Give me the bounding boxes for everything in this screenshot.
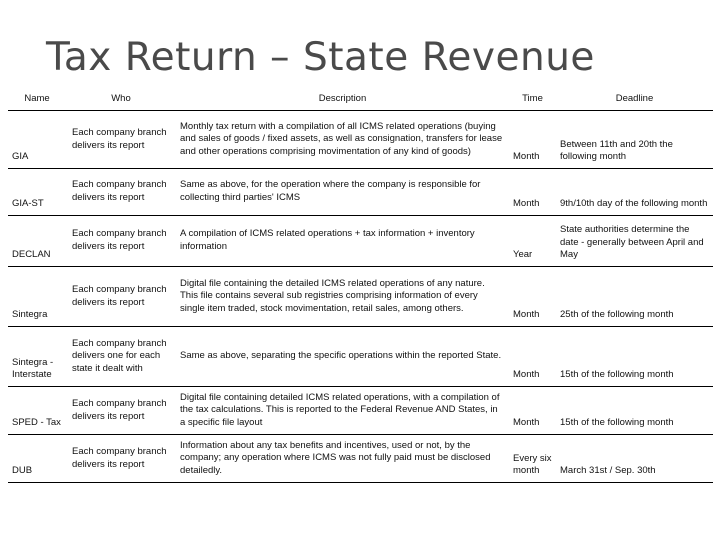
cell-name: SPED - Tax [8,387,66,435]
cell-name: Sintegra [8,267,66,327]
cell-description: A compilation of ICMS related operations + tax information + inventory information [176,216,509,267]
cell-deadline: 15th of the following month [556,387,713,435]
tax-return-table [8,88,713,483]
table-row [8,169,713,216]
header-who: Who [66,88,176,111]
cell-time: Month [509,327,556,387]
cell-deadline: Between 11th and 20th the following month [556,111,713,169]
table-row [8,216,713,267]
cell-name: DECLAN [8,216,66,267]
cell-description: Digital file containing the detailed ICMS related operations of any nature. This file contains several sub registries comprising information of every single item traded, stock movimentation, retail sales, among others. [176,267,509,327]
header-row [8,88,713,111]
cell-deadline: 15th of the following month [556,327,713,387]
cell-time: Every six month [509,435,556,483]
cell-time: Month [509,111,556,169]
cell-deadline: 25th of the following month [556,267,713,327]
header-deadline: Deadline [556,88,713,111]
table-row [8,387,713,435]
slide-title: Tax Return – State Revenue [46,35,595,80]
cell-time: Month [509,169,556,216]
cell-name: GIA-ST [8,169,66,216]
header-time: Time [509,88,556,111]
cell-who: Each company branch delivers its report [66,216,176,267]
cell-who: Each company branch delivers its report [66,435,176,483]
cell-who: Each company branch delivers its report [66,267,176,327]
header-name: Name [8,88,66,111]
cell-who: Each company branch delivers one for each state it dealt with [66,327,176,387]
cell-time: Month [509,267,556,327]
cell-deadline: State authorities determine the date - generally between April and May [556,216,713,267]
cell-time: Year [509,216,556,267]
cell-name: DUB [8,435,66,483]
cell-time: Month [509,387,556,435]
cell-deadline: March 31st / Sep. 30th [556,435,713,483]
cell-name: GIA [8,111,66,169]
cell-description: Same as above, separating the specific operations within the reported State. [176,327,509,387]
cell-who: Each company branch delivers its report [66,111,176,169]
table-row [8,435,713,483]
cell-name: Sintegra - Interstate [8,327,66,387]
cell-description: Monthly tax return with a compilation of all ICMS related operations (buying and sales of goods / fixed assets, as well as consignation, transfers for lease and other operations comprising movimentation of any kind of goods) [176,111,509,169]
table-row [8,111,713,169]
cell-description: Information about any tax benefits and incentives, used or not, by the company; any operation where ICMS was not fully paid must be disclosed detailedly. [176,435,509,483]
table-row [8,327,713,387]
cell-who: Each company branch delivers its report [66,387,176,435]
cell-description: Same as above, for the operation where the company is responsible for collecting third parties' ICMS [176,169,509,216]
cell-description: Digital file containing detailed ICMS related operations, with a compilation of the tax calculations. This is reported to the Federal Revenue AND States, in a specific file layout [176,387,509,435]
cell-who: Each company branch delivers its report [66,169,176,216]
table-row [8,267,713,327]
cell-deadline: 9th/10th day of the following month [556,169,713,216]
header-description: Description [176,88,509,111]
